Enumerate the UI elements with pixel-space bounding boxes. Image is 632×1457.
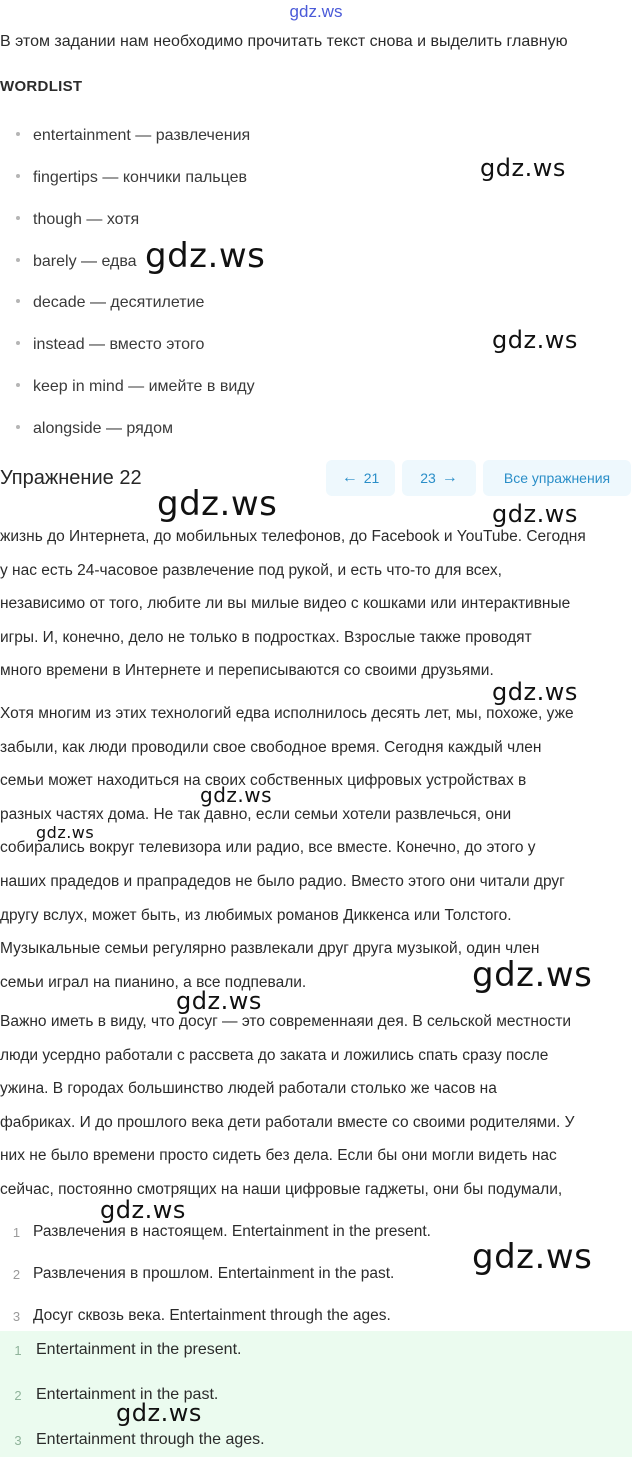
watermark: gdz.ws: [492, 678, 578, 706]
text-line: Музыкальные семьи регулярно развлекали друг друга музыкой, один член: [0, 940, 540, 958]
bullet-icon: [16, 216, 20, 220]
next-exercise-button[interactable]: [402, 460, 476, 496]
text-paragraph-3: [0, 1005, 632, 1207]
text-line: Хотя многим из этих технологий едва исполнилось десять лет, мы, похоже, уже: [0, 705, 574, 722]
wordlist-item: though — хотя: [16, 211, 139, 229]
watermark: gdz.ws: [492, 500, 578, 528]
bullet-icon: [16, 383, 20, 387]
answer-text: Entertainment in the past.: [36, 1386, 219, 1403]
text-line: игры. И, конечно, дело не только в подростках. Взрослые также проводят: [0, 628, 532, 646]
watermark: gdz.ws: [116, 1399, 202, 1427]
wordlist-item: fingertips — кончики пальцев: [16, 169, 247, 187]
wordlist-item: keep in mind — имейте в виду: [16, 378, 255, 396]
text-line: другу вслух, может быть, из любимых романов Диккенса или Толстого.: [0, 906, 512, 924]
answer-number: 1: [14, 1342, 22, 1358]
bullet-icon: [16, 341, 20, 345]
text-paragraph-2: [0, 697, 632, 999]
all-exercises-label: Все упражнения: [503, 470, 611, 486]
answer-number: 3: [12, 1308, 21, 1324]
arrow-right-icon: →: [441, 469, 458, 486]
text-line: наших прадедов и прапрадедов не было радио. Вместо этого они читали друг: [0, 872, 565, 890]
text-line: ужина. В городах большинство людей работали столько же часов на: [0, 1080, 497, 1098]
text-line: разных частях дома. Не так давно, если семьи хотели развлечься, они: [0, 805, 512, 823]
text-line: семьи играл на пианино, а все подпевали.: [0, 973, 307, 991]
watermark: gdz.ws: [157, 484, 278, 524]
text-line: люди усердно работали с рассвета до заката и ложились спать сразу после: [0, 1046, 549, 1064]
watermark: gdz.ws: [492, 326, 578, 354]
bullet-icon: [16, 425, 20, 429]
text-line: собирались вокруг телевизора или радио, все вместе. Конечно, до этого у: [0, 839, 536, 857]
prev-exercise-button[interactable]: [326, 460, 395, 496]
wordlist-title: WORDLIST: [0, 78, 83, 95]
wordlist-item: entertainment — развлечения: [16, 127, 250, 145]
answer-item-en: [0, 1333, 632, 1367]
next-exercise-label: 23: [420, 470, 436, 486]
watermark: gdz.ws: [472, 955, 593, 995]
watermark: gdz.ws: [36, 823, 95, 842]
arrow-left-icon: ←: [341, 469, 358, 486]
text-line: забыли, как люди проводили свое свободное время. Сегодня каждый член: [0, 738, 542, 756]
watermark: gdz.ws: [100, 1196, 186, 1224]
answer-text: Развлечения в прошлом. Entertainment in the past.: [33, 1265, 395, 1282]
text-line: фабриках. И до прошлого века дети работали вместе со своими родителями. У: [0, 1113, 575, 1131]
wordlist-item: instead — вместо этого: [16, 336, 204, 354]
watermark: gdz.ws: [480, 154, 566, 182]
answer-number: 3: [14, 1432, 22, 1448]
text-line: жизнь до Интернета, до мобильных телефонов, до Facebook и YouTube. Сегодня: [0, 528, 586, 545]
text-line: сейчас, постоянно смотрящих на наши цифровые гаджеты, они бы подумали,: [0, 1180, 563, 1198]
text-line: много времени в Интернете и переписываются со своими друзьями.: [0, 662, 494, 680]
all-exercises-button[interactable]: [483, 460, 631, 496]
text-line: них не было времени просто сидеть без дела. Если бы они могли видеть нас: [0, 1147, 557, 1165]
text-line: семьи может находиться на своих собственных цифровых устройствах в: [0, 772, 527, 790]
text-line: у нас есть 24-часовое развлечение под рукой, и есть что-то для всех,: [0, 561, 502, 579]
answer-number: 2: [14, 1387, 22, 1403]
answer-text: Entertainment through the ages.: [36, 1431, 265, 1448]
bullet-icon: [16, 258, 20, 262]
wordlist-item: decade — десятилетие: [16, 294, 204, 312]
watermark: gdz.ws: [176, 987, 262, 1015]
watermark: gdz.ws: [472, 1237, 593, 1277]
text-line: Важно иметь в виду, что досуг — это современнаяи дея. В сельской местности: [0, 1013, 572, 1030]
exercise-title: Упражнение 22: [0, 467, 142, 489]
bullet-icon: [16, 132, 20, 136]
prev-exercise-label: 21: [363, 470, 380, 486]
bullet-icon: [16, 174, 20, 178]
watermark: gdz.ws: [200, 783, 273, 807]
wordlist-item: alongside — рядом: [16, 420, 173, 438]
watermark: gdz.ws: [145, 236, 266, 276]
site-logo[interactable]: gdz.ws: [289, 2, 343, 21]
wordlist-item: barely — едва: [16, 253, 137, 271]
answer-text: Entertainment in the present.: [36, 1341, 242, 1358]
text-line: независимо от того, любите ли вы милые видео с кошками или интерактивные: [0, 595, 571, 613]
answer-text: Развлечения в настоящем. Entertainment in the present.: [33, 1223, 431, 1240]
answer-number: 1: [12, 1224, 21, 1240]
intro-text: В этом задании нам необходимо прочитать текст снова и выделить главную: [0, 33, 568, 50]
answer-item-en: [0, 1423, 632, 1457]
answer-text: Досуг сквозь века. Entertainment through the ages.: [33, 1307, 391, 1324]
bullet-icon: [16, 299, 20, 303]
answer-item-en: [0, 1378, 632, 1412]
answer-item: [0, 1299, 632, 1333]
text-paragraph-1: [0, 520, 632, 688]
answer-number: 2: [12, 1266, 21, 1282]
